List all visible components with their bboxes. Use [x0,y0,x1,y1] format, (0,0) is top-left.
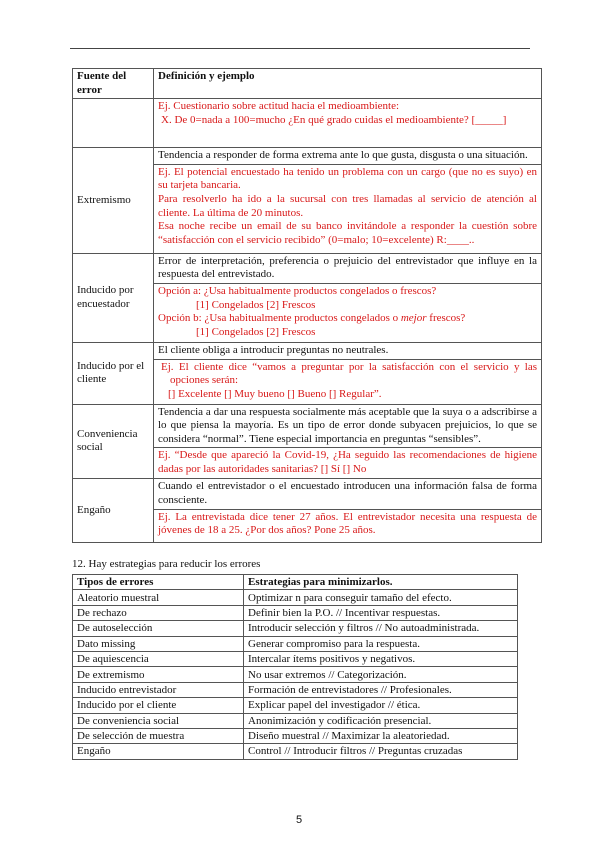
example-cell [154,509,542,542]
example-cell [154,359,542,404]
table-row [73,713,518,728]
definition-cell: El cliente obliga a introducir preguntas no neutrales. [154,342,542,359]
example-line [158,100,537,114]
definition-cell: Cuando el entrevistador o el encuestado introducen una información falsa de forma consciente. [154,479,542,509]
example-text: Ej. La entrevistada dice tener 27 años. El entrevistador necesita una respuesta de jóvenes de 18 a 25. ¿Por dos años? Pone 25 años. [158,510,537,537]
error-type: Aleatorio muestral [73,590,244,605]
example-text: Ej. Cuestionario sobre actitud hacia el medioambiente: [158,100,400,113]
header-source: Fuente del error [73,69,154,99]
definition-cell: Tendencia a responder de forma extrema ante lo que gusta, disgusta o una situación. [154,148,542,165]
example-cell [154,99,542,148]
error-type: De selección de muestra [73,728,244,743]
strategy: Definir bien la P.O. // Incentivar respuestas. [244,605,518,620]
example-text: Ej. El cliente dice “vamos a preguntar por la satisfacción con el servicio y las opciones serán: [161,360,537,387]
strategy: Optimizar n para conseguir tamaño del efecto. [244,590,518,605]
table-row [73,404,542,448]
error-source: Conveniencia social [73,404,154,479]
error-source: Extremismo [73,148,154,254]
section-12-caption: 12. Hay estrategias para reducir los errores [72,558,261,570]
example-line [158,511,537,538]
table-row [73,342,542,359]
example-line [158,114,537,128]
table-header-row [73,69,542,99]
strategy: Explicar papel del investigador // ética. [244,698,518,713]
example-text: Para resolverlo ha ido a la sucursal con tres llamadas al servicio de atención al cliente. La última de 20 minutos. [158,192,537,219]
example-line [158,285,537,299]
example-line [158,449,537,476]
error-type: Engaño [73,744,244,759]
example-cell [154,283,542,342]
example-line [158,220,537,247]
error-type: De extremismo [73,667,244,682]
error-sources-table [72,68,542,543]
example-text: Ej. “Desde que apareció la Covid-19, ¿Ha seguido las recomendaciones de higiene dadas por las autoridades sanitarias? [] Sí [] No [158,449,537,475]
table-row [73,479,542,509]
example-line [158,312,537,326]
example-text: [1] Congelados [2] Frescos [196,325,316,338]
table-row [73,148,542,165]
example-text: Ej. El potencial encuestado ha tenido un problema con un cargo (que no es suyo) en su tarjeta bancaria. [158,165,537,192]
strategy: Introducir selección y filtros // No autoadministrada. [244,621,518,636]
strategies-table [72,574,518,760]
error-type: De aquiescencia [73,651,244,666]
strategy: Generar compromiso para la respuesta. [244,636,518,651]
strategy: Control // Introducir filtros // Preguntas cruzadas [244,744,518,759]
example-line [158,361,537,388]
example-text: [] Excelente [] Muy bueno [] Bueno [] Regular”. [168,387,382,400]
example-line [158,193,537,220]
table-row [73,682,518,697]
example-text: Opción b: ¿Usa habitualmente productos congelados o [158,312,401,325]
table-row [73,744,518,759]
table-row [73,99,542,148]
page-number: 5 [296,814,303,826]
example-text: X. De 0=nada a 100=mucho ¿En qué grado cuidas el medioambiente? [_____] [161,113,507,126]
table-row [73,636,518,651]
strategy: No usar extremos // Categorización. [244,667,518,682]
table-row [73,728,518,743]
example-text: Esa noche recibe un email de su banco invitándole a responder la cuestión sobre “satisfacción con el servicio recibido” (0=malo; 10=excelente) R:____.. [158,220,537,246]
table-row [73,253,542,283]
table-row [73,590,518,605]
error-type: Inducido por el cliente [73,698,244,713]
example-line [158,388,537,402]
table-row [73,651,518,666]
definition-cell: Tendencia a dar una respuesta socialmente más aceptable que la suya o a adscribirse a lo que piensa la mayoría. Es un tipo de error donde subyacen prejuicios, lo que se considera “normal”. Tiene especial importancia en preguntas “sensibles”. [154,404,542,448]
strategy: Diseño muestral // Maximizar la aleatoriedad. [244,728,518,743]
definition-cell: Error de interpretación, preferencia o prejuicio del entrevistador que influye en la respuesta del entrevistado. [154,253,542,283]
example-text: [1] Congelados [2] Frescos [196,298,316,311]
error-source: Engaño [73,479,154,542]
header-error-types: Tipos de errores [73,575,244,590]
example-text: Opción a: ¿Usa habitualmente productos congelados o frescos? [158,284,437,297]
header-rule [70,48,530,49]
table-row [73,621,518,636]
example-line [158,166,537,193]
strategy: Anonimización y codificación presencial. [244,713,518,728]
strategy: Intercalar ítems positivos y negativos. [244,651,518,666]
error-type: De autoselección [73,621,244,636]
example-line [158,299,537,313]
strategy: Formación de entrevistadores // Profesionales. [244,682,518,697]
error-type: Dato missing [73,636,244,651]
table-row [73,667,518,682]
error-type: De rechazo [73,605,244,620]
header-definition: Definición y ejemplo [154,69,542,99]
error-type: Inducido entrevistador [73,682,244,697]
error-type: De conveniencia social [73,713,244,728]
table-row [73,605,518,620]
error-source: Inducido por el cliente [73,342,154,404]
table-header-row [73,575,518,590]
emphasis-word: mejor [400,312,427,325]
header-strategies: Estrategias para minimizarlos. [244,575,518,590]
example-cell [154,164,542,253]
example-line [158,326,537,340]
example-text: frescos? [426,312,466,325]
example-cell [154,448,542,479]
table-row [73,698,518,713]
error-source: Inducido por encuestador [73,253,154,342]
error-source [73,99,154,148]
